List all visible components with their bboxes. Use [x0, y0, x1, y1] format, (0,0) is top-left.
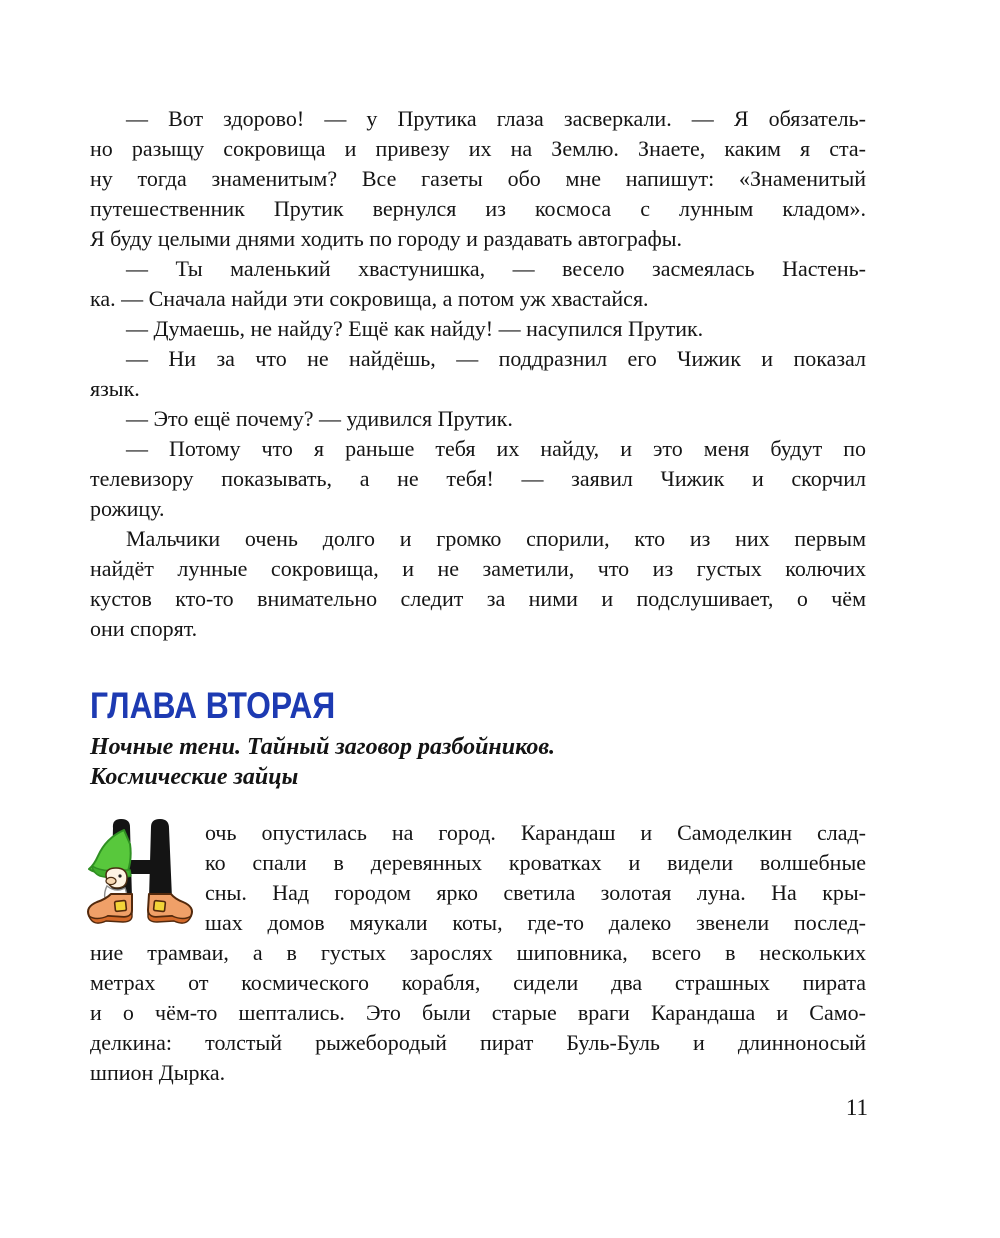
paragraph [90, 344, 866, 404]
text-line: и о чём-то шептались. Это были старые враги Карандаша и Само- [90, 1000, 866, 1025]
text-line: метрах от космического корабля, сидели два страшных пирата [90, 970, 866, 995]
text-line: сны. Над городом ярко светила золотая луна. На кры- [205, 880, 866, 905]
text-line: шпион Дырка. [90, 1060, 226, 1085]
drop-cap-letter-icon [86, 818, 193, 934]
dialogue-section [90, 104, 866, 644]
text-line: язык. [90, 376, 140, 401]
text-line: найдёт лунные сокровища, и не заметили, что из густых колючих [90, 556, 866, 581]
text-line: Мальчики очень долго и громко спорили, кто из них первым [126, 526, 866, 551]
text-line: они спорят. [90, 616, 198, 641]
paragraph [90, 314, 866, 344]
text-line: — Думаешь, не найду? Ещё как найду! — насупился Прутик. [126, 316, 704, 341]
chapter-opening-paragraph [90, 818, 866, 1088]
text-line: ко спали в деревянных кроватках и видели волшебные [205, 850, 866, 875]
paragraph [90, 524, 866, 644]
paragraph [90, 404, 866, 434]
text-line: делкина: толстый рыжебородый пират Буль-Буль и длинноносый [90, 1030, 866, 1055]
text-line: но разыщу сокровища и привезу их на Землю. Знаете, каким я ста- [90, 136, 866, 161]
paragraph [90, 104, 866, 254]
page-number: 11 [845, 1095, 868, 1120]
text-line: — Ты маленький хвастунишка, — весело засмеялась Настень- [126, 256, 866, 281]
paragraph [90, 254, 866, 314]
text-line: путешественник Прутик вернулся из космоса с лунным кладом». [90, 196, 866, 221]
text-line: кустов кто-то внимательно следит за ними и подслушивает, о чём [90, 586, 866, 611]
chapter-heading: ГЛАВА ВТОРАЯ [90, 685, 336, 726]
text-line: ка. — Сначала найди эти сокровища, а потом уж хвастайся. [90, 286, 649, 311]
chapter-subtitle-line: Ночные тени. Тайный заговор разбойников. [90, 734, 556, 760]
text-line: ну тогда знаменитым? Все газеты обо мне напишут: «Знаменитый [90, 166, 866, 191]
chapter-subtitle [90, 732, 866, 792]
paragraph [90, 434, 866, 524]
chapter-paragraph-lines [90, 818, 866, 1088]
text-line: очь опустилась на город. Карандаш и Самоделкин слад- [205, 820, 866, 845]
text-line: — Потому что я раньше тебя их найду, и это меня будут по [126, 436, 866, 461]
text-line: — Это ещё почему? — удивился Прутик. [126, 406, 513, 431]
text-column [90, 104, 866, 1088]
text-line: — Вот здорово! — у Прутика глаза засверкали. — Я обязатель- [126, 106, 866, 131]
text-line: телевизору показывать, а не тебя! — заявил Чижик и скорчил [90, 466, 866, 491]
text-line: ние трамваи, а в густых зарослях шиповника, всего в нескольких [90, 940, 866, 965]
text-line: рожицу. [90, 496, 165, 521]
text-line: Я буду целыми днями ходить по городу и раздавать автографы. [90, 226, 683, 251]
chapter-subtitle-line: Космические зайцы [90, 764, 299, 790]
text-line: — Ни за что не найдёшь, — поддразнил его Чижик и показал [126, 346, 866, 371]
drop-cap-gnome-illustration [86, 818, 193, 934]
text-line: шах домов мяукали коты, где-то далеко звенели послед- [205, 910, 866, 935]
